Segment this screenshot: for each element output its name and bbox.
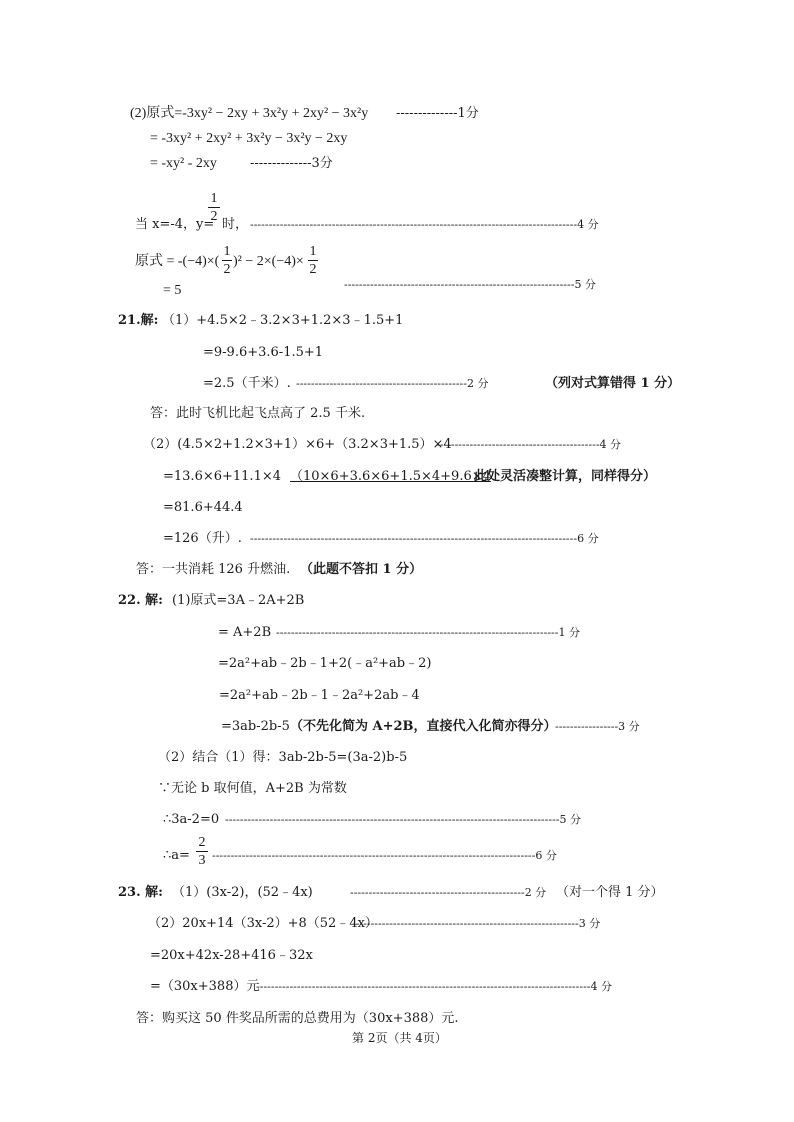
q21-line3: =2.5（千米）.	[203, 376, 291, 391]
q20-2-line3-score: --------------3分	[250, 156, 333, 171]
q21-line4: （2）(4.5×2+1.2×3+1）×6+（3.2×3+1.5）×4	[143, 437, 452, 452]
page-footer: 第 2页（共 4页）	[352, 1031, 447, 1045]
substitution-fraction-1	[222, 244, 232, 277]
fraction-numerator: 1	[223, 244, 231, 259]
fraction-numerator: 1	[210, 191, 218, 206]
q22-fraction	[196, 835, 208, 868]
q22-line3: =2a²+ab﹣2b﹣1+2(﹣a²+ab﹣2)	[218, 656, 432, 671]
q23-line2-score: -------------------------------------------------------------3 分	[352, 917, 601, 930]
q23-line1-note: （对一个得 1 分）	[556, 885, 664, 900]
q22-line2-score: ----------------------------------------------------------------------------1 分	[276, 626, 580, 639]
q22-line5-note: （不先化简为 A+2B，直接代入化简亦得分）	[290, 719, 557, 734]
q20-2-line3: = -xy² - 2xy	[150, 156, 217, 171]
substitution-line-b: )² − 2×(−4)×	[233, 254, 304, 269]
q22-line5: =3ab-2b-5	[221, 719, 290, 734]
condition-score: ----------------------------------------------------------------------------------------4 分	[250, 218, 599, 231]
q21-line3-note: （列对式算错得 1 分）	[545, 376, 681, 391]
fraction-numerator: 2	[198, 835, 206, 850]
q21-line4-score: --------------------------------------------4 分	[436, 438, 622, 451]
q21-line2: =9-9.6+3.6-1.5+1	[203, 345, 324, 360]
q22-line5-score: -----------------3 分	[555, 720, 640, 733]
q22-line8-score: ------------------------------------------------------------------------------------------5 分	[225, 813, 582, 826]
fraction-numerator: 1	[309, 244, 317, 259]
q23-line3: =20x+42x-28+416﹣32x	[150, 948, 313, 963]
q21-line7-score: ----------------------------------------------------------------------------------------6 分	[250, 532, 599, 545]
fraction-denominator: 2	[309, 262, 317, 277]
substitution-score: --------------------------------------------------------------5 分	[344, 278, 596, 291]
q22-label: 22. 解:	[118, 593, 163, 608]
q22-line2: = A+2B	[218, 625, 272, 640]
q22-line6: （2）结合（1）得：3ab-2b-5=(3a-2)b-5	[158, 750, 408, 765]
q23-label: 23. 解:	[118, 885, 163, 900]
q23-line4-score: ------------------------------------------------------------------------------------------4 分	[256, 980, 613, 993]
q22-line7: ∵无论 b 取何值，A+2B 为常数	[158, 781, 347, 796]
condition-fraction	[208, 191, 220, 224]
q23-line1-score: -----------------------------------------------2 分	[350, 886, 547, 899]
q21-line5: =13.6×6+11.1×4	[163, 469, 282, 484]
q20-2-line1-score: --------------1分	[396, 106, 479, 121]
q21-answer2-note: （此题不答扣 1 分）	[300, 562, 423, 577]
q23-line2: （2）20x+14（3x-2）+8（52﹣4x）	[148, 916, 378, 931]
q22-line1: (1)原式=3A﹣2A+2B	[172, 593, 305, 608]
fraction-denominator: 2	[223, 262, 231, 277]
q21-label: 21.解:	[118, 313, 159, 328]
substitution-result: = 5	[163, 283, 182, 298]
fraction-denominator: 2	[210, 209, 218, 224]
q22-line4: =2a²+ab﹣2b﹣1﹣2a²+2ab﹣4	[219, 688, 420, 703]
q21-line3-score: ----------------------------------------------2 分	[296, 377, 489, 390]
substitution-line-a: 原式 = -(−4)×(	[135, 254, 220, 269]
q21-line5-alt: （10×6+3.6×6+1.5×4+9.6×4	[290, 469, 491, 484]
q21-line1: （1）+4.5×2﹣3.2×3+1.2×3﹣1.5+1	[162, 313, 404, 328]
fraction-denominator: 3	[198, 853, 206, 868]
q23-line1: （1）(3x-2)，(52﹣4x)	[172, 885, 313, 900]
q21-answer1: 答：此时飞机比起飞点高了 2.5 千米.	[150, 406, 366, 421]
q21-line5-note: 此处灵活凑整计算，同样得分）	[474, 469, 657, 484]
q22-line8: ∴3a-2=0	[163, 812, 220, 827]
q23-line4: =（30x+388）元	[150, 979, 260, 994]
q22-line9-score: ---------------------------------------------------------------------------------------6 分	[212, 849, 557, 862]
q22-line9: ∴a=	[163, 848, 190, 863]
q21-line6: =81.6+44.4	[163, 500, 243, 515]
q21-answer2: 答：一共消耗 126 升燃油.	[136, 562, 291, 577]
q20-2-line2: = -3xy² + 2xy² + 3x²y − 3x²y − 2xy	[150, 131, 348, 146]
condition-suffix: 时，	[222, 217, 249, 232]
q20-2-line1: (2)原式=-3xy² − 2xy + 3x²y + 2xy² − 3x²y	[130, 106, 369, 121]
q23-answer: 答：购买这 50 件奖品所需的总费用为（30x+388）元.	[136, 1011, 459, 1026]
condition-text: 当 x=-4，y=	[135, 217, 215, 232]
substitution-fraction-2	[308, 244, 318, 277]
q21-line7: =126（升）.	[163, 531, 242, 546]
